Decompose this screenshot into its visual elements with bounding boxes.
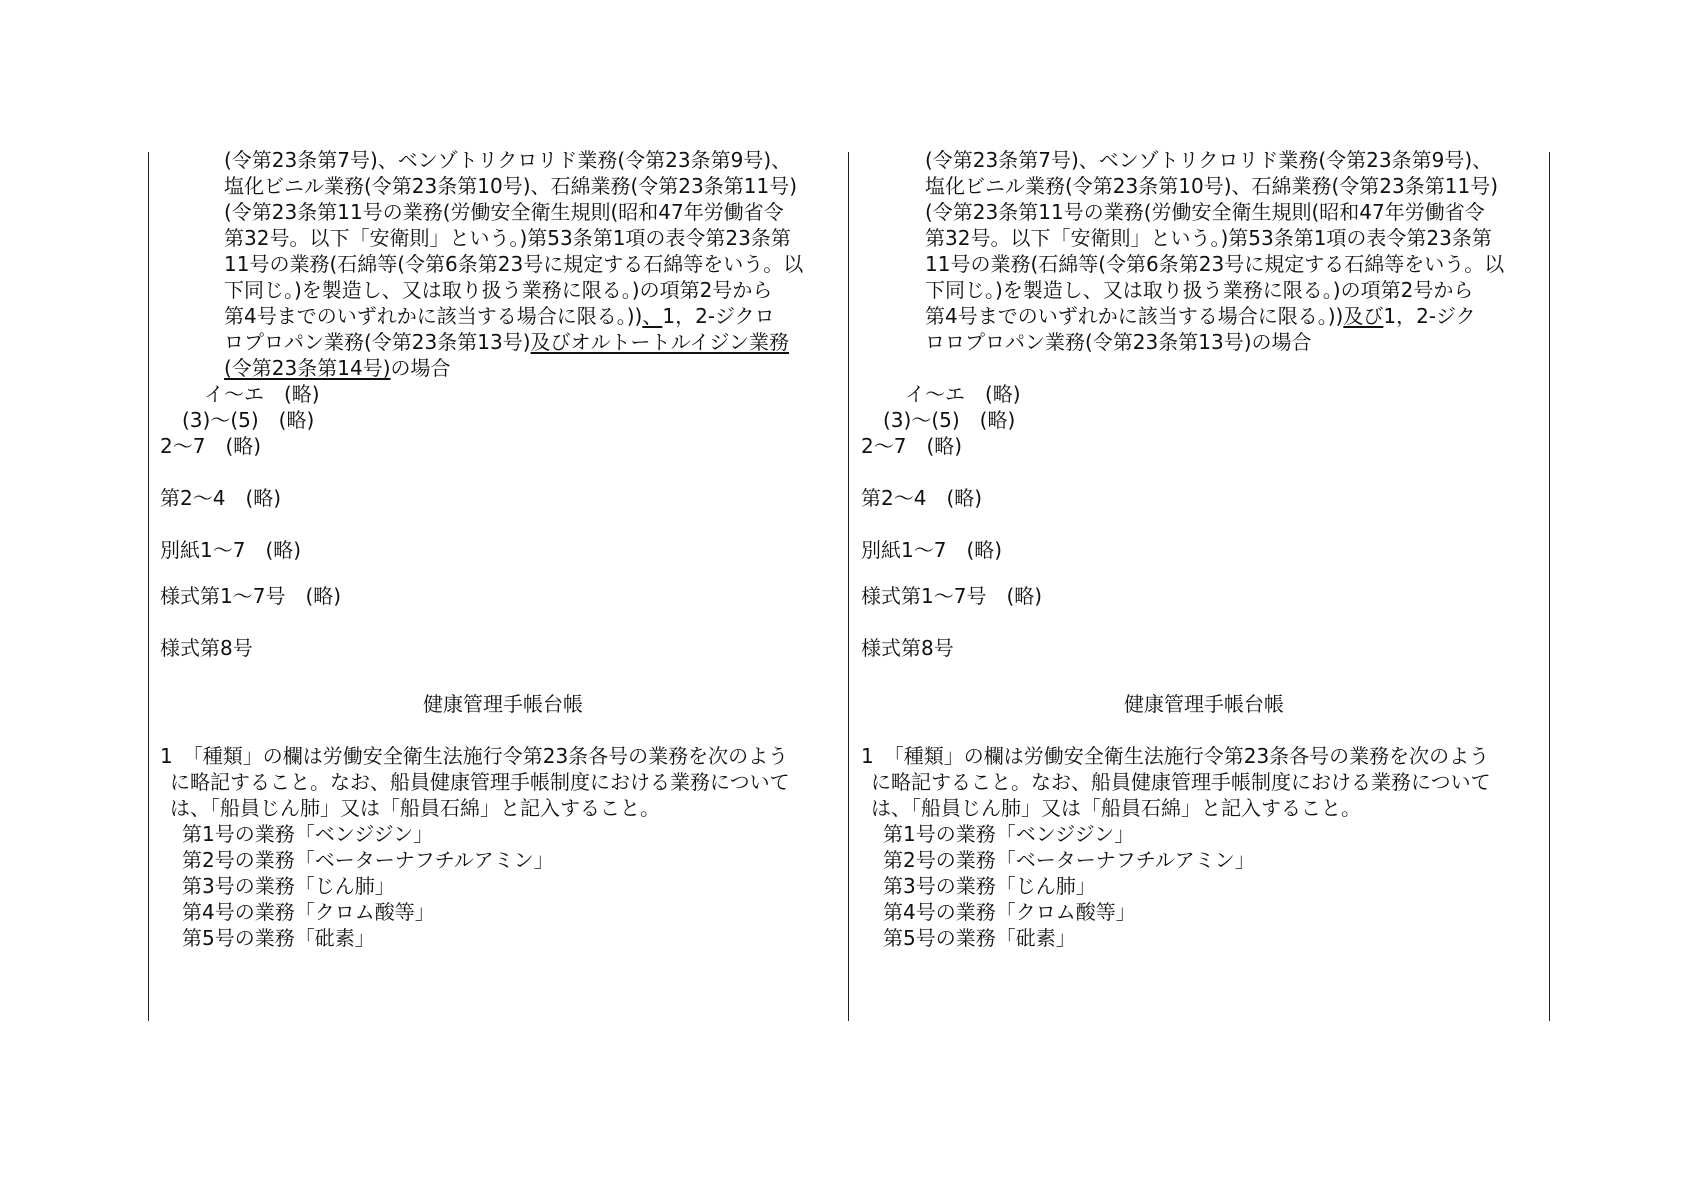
- right-body-line: 塩化ビニル業務(令第23条第10号)、石綿業務(令第23条第11号): [925, 174, 1499, 198]
- left-body-line: 第32号。以下「安衛則」という。)第53条第1項の表令第23条第: [224, 226, 791, 250]
- left-body-line: 11号の業務(石綿等(令第6条第23号に規定する石綿等をいう。以: [224, 252, 804, 276]
- items-3-5: (3)～(5) (略): [182, 408, 315, 432]
- note-line: は、「船員じん肺」又は「船員石綿」と記入すること。: [170, 796, 660, 820]
- comparison-table: [148, 148, 1550, 1021]
- table-border-middle: [848, 152, 849, 1021]
- form-1-7: 様式第1～7号 (略): [160, 584, 342, 608]
- note-line: 第4号の業務「クロム酸等」: [182, 900, 435, 924]
- underlined-amendment: 、: [642, 304, 663, 328]
- right-body-line: 11号の業務(石綿等(令第6条第23号に規定する石綿等をいう。以: [925, 252, 1505, 276]
- text-segment: 第4号までのいずれかに該当する場合に限る。)): [224, 304, 643, 328]
- left-body-line-8: [224, 328, 789, 356]
- item-i-e: イ～エ (略): [905, 382, 1021, 406]
- note-line: 第5号の業務「砒素」: [883, 926, 1076, 950]
- text-segment: 第4号までのいずれかに該当する場合に限る。)): [925, 304, 1344, 328]
- right-body-line: (令第23条第7号)、ベンゾトリクロリド業務(令第23条第9号)、: [925, 148, 1493, 172]
- left-body-line: 下同じ。)を製造し、又は取り扱う業務に限る。)の項第2号から: [224, 278, 773, 302]
- right-body-line-7: [925, 302, 1476, 330]
- note-line: 1 「種類」の欄は労働安全衛生法施行令第23条各号の業務を次のよう: [861, 744, 1490, 768]
- right-body-line: (令第23条第11号の業務(労働安全衛生規則(昭和47年労働省令: [925, 200, 1485, 224]
- text-segment: の場合: [390, 356, 451, 380]
- ledger-title: 健康管理手帳台帳: [423, 692, 583, 716]
- note-line: に略記すること。なお、船員健康管理手帳制度における業務について: [170, 770, 790, 794]
- left-body-line-7: [224, 302, 775, 330]
- section-2-4: 第2～4 (略): [861, 486, 983, 510]
- ledger-title: 健康管理手帳台帳: [1124, 692, 1284, 716]
- form-8-heading: 様式第8号: [861, 636, 954, 660]
- right-body-line-8: ロロプロパン業務(令第23条第13号)の場合: [925, 330, 1312, 354]
- note-line: 第2号の業務「ベーターナフチルアミン」: [883, 848, 1255, 872]
- right-body-line: 下同じ。)を製造し、又は取り扱う業務に限る。)の項第2号から: [925, 278, 1474, 302]
- right-body-line: 第32号。以下「安衛則」という。)第53条第1項の表令第23条第: [925, 226, 1492, 250]
- underlined-amendment: 及びオルトートルイジン業務: [530, 330, 790, 354]
- items-2-7: 2～7 (略): [861, 434, 963, 458]
- left-body-line: (令第23条第11号の業務(労働安全衛生規則(昭和47年労働省令: [224, 200, 784, 224]
- underlined-amendment: (令第23条第14号): [224, 356, 391, 380]
- note-line: 1 「種類」の欄は労働安全衛生法施行令第23条各号の業務を次のよう: [160, 744, 789, 768]
- note-line: 第2号の業務「ベーターナフチルアミン」: [182, 848, 554, 872]
- left-body-line: 塩化ビニル業務(令第23条第10号)、石綿業務(令第23条第11号): [224, 174, 798, 198]
- table-border-left: [148, 152, 149, 1021]
- item-i-e: イ～エ (略): [204, 382, 320, 406]
- left-body-line: (令第23条第7号)、ベンゾトリクロリド業務(令第23条第9号)、: [224, 148, 792, 172]
- note-line: 第1号の業務「ベンジジン」: [182, 822, 434, 846]
- note-line: 第1号の業務「ベンジジン」: [883, 822, 1135, 846]
- form-8-heading: 様式第8号: [160, 636, 253, 660]
- text-segment: 1，2-ジクロ: [662, 304, 775, 328]
- table-border-right: [1549, 152, 1550, 1021]
- note-line: 第4号の業務「クロム酸等」: [883, 900, 1136, 924]
- underlined-amendment: 及び: [1343, 304, 1384, 328]
- note-line: 第3号の業務「じん肺」: [182, 874, 395, 898]
- note-line: 第3号の業務「じん肺」: [883, 874, 1096, 898]
- section-2-4: 第2～4 (略): [160, 486, 282, 510]
- form-1-7: 様式第1～7号 (略): [861, 584, 1043, 608]
- items-2-7: 2～7 (略): [160, 434, 262, 458]
- note-line: 第5号の業務「砒素」: [182, 926, 375, 950]
- text-segment: 1，2-ジク: [1383, 304, 1476, 328]
- text-segment: ロプロパン業務(令第23条第13号): [224, 330, 531, 354]
- attachment-1-7: 別紙1～7 (略): [861, 538, 1003, 562]
- attachment-1-7: 別紙1～7 (略): [160, 538, 302, 562]
- note-line: は、「船員じん肺」又は「船員石綿」と記入すること。: [871, 796, 1361, 820]
- items-3-5: (3)～(5) (略): [883, 408, 1016, 432]
- left-body-line-9: [224, 354, 451, 382]
- note-line: に略記すること。なお、船員健康管理手帳制度における業務について: [871, 770, 1491, 794]
